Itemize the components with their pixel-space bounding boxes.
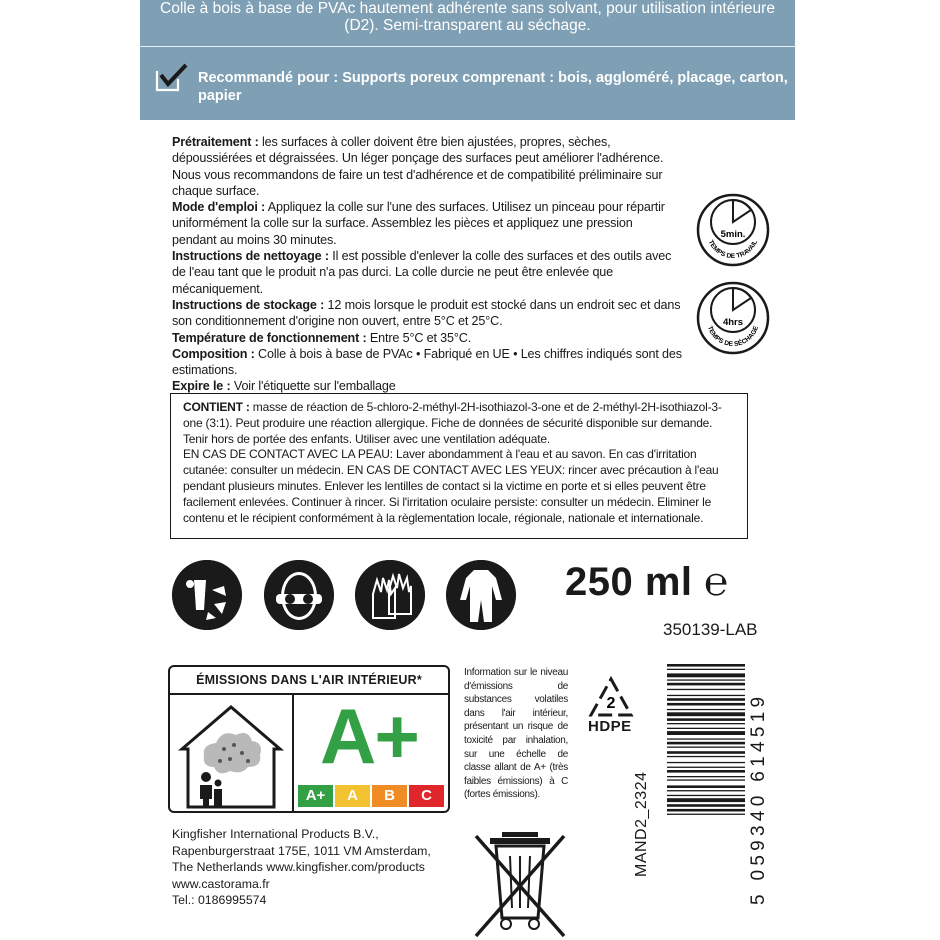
barcode-bar: [667, 751, 745, 754]
barcode-bar: [667, 798, 745, 802]
recycling-material: HDPE: [588, 718, 632, 735]
working-time-value: 5min.: [720, 229, 746, 240]
section-pretraitement: Prétraitement : les surfaces à coller doivent être bien ajustées, propres, sèches, dépoussiérées et dégraissées. Un léger ponçage des surfaces peut améliorer l'adhérence. Nous vous recommandons de faire un test d'adhérence et de compatibilité préliminaire sur chaque surface.: [172, 135, 664, 198]
emissions-grade: A+: [320, 692, 418, 780]
section-expire: Expire le : Voir l'étiquette sur l'emballage: [172, 379, 396, 394]
barcode-bar: [667, 723, 745, 724]
section-composition: Composition : Colle à bois à base de PVAc • Fabriqué en UE • Les chiffres indiqués sont des estimations.: [172, 346, 682, 378]
barcode-bar: [667, 770, 745, 773]
barcode-bar: [667, 814, 745, 815]
hazard-box: [170, 393, 748, 539]
recycle-bin-icon: [172, 560, 242, 630]
recycling-number: 2: [606, 695, 616, 712]
drying-time-clock-icon: [695, 280, 771, 356]
scale-a: A: [335, 785, 370, 807]
section-temperature: Température de fonctionnement : Entre 5°C et 35°C.: [172, 330, 472, 345]
instructions: [172, 134, 692, 395]
section-stockage: Instructions de stockage : 12 mois lorsque le produit est stocké dans un endroit sec et dans son conditionnement d'origine non ouvert, entre 5°C et 25°C.: [172, 297, 681, 329]
first-aid-text: EN CAS DE CONTACT AVEC LA PEAU: Laver abondamment à l'eau et au savon. En cas d'irritation cutanée: consulter un médecin. EN CAS DE CONTACT AVEC LES YEUX: rincer avec précaution à l'eau pendant plusieurs minutes. Enlever les lentilles de contact si la victime en porte et si elles peuvent être facilement enlevées. Continuer à rincer. Si l'irritation oculaire persiste: consulter un médecin. Eliminer le contenu et le récipient conformément à la règlementation locale, régionale, nationale et internationale.: [183, 447, 719, 525]
barcode-bar: [667, 703, 745, 706]
drying-time-value: 4hrs: [722, 317, 744, 328]
barcode-bar: [667, 795, 745, 796]
barcode-number: 5 059340 614519: [748, 692, 769, 905]
working-time-clock-icon: [695, 192, 771, 268]
barcode-bar: [667, 779, 745, 780]
drying-time-caption: TEMPS DE SÉCHAGE: [705, 325, 761, 349]
emissions-scale: [298, 785, 444, 807]
company-line: www.castorama.fr: [172, 876, 270, 891]
scale-b: B: [372, 785, 407, 807]
contient-text: CONTIENT : masse de réaction de 5-chloro-2-méthyl-2H-isothiazol-3-one et de 2-méthyl-2H-isothiazol-3-one (3:1). Peut produire une réaction allergique. Fiche de données de sécurité disponible sur demande. Tenir hors de portée des enfants. Utiliser avec une ventilation adéquate.: [183, 400, 722, 446]
barcode-bar: [667, 756, 745, 757]
barcode-bar: [667, 742, 745, 745]
barcode-bar: [667, 747, 745, 748]
gloves-icon: [355, 560, 425, 630]
emissions-vertical-divider: [292, 693, 294, 811]
crossed-bin-icon: [470, 828, 570, 940]
barcode-bar: [667, 731, 745, 735]
scale-a-plus: A+: [298, 785, 333, 807]
section-mode-emploi: Mode d'emploi : Appliquez la colle sur l'une des surfaces. Utilisez un pinceau pour répartir uniformément la colle sur la surface. Assemblez les pièces et appliquez une pression pendant au moins 30 minutes.: [172, 200, 665, 247]
company-line: Rapenburgerstraat 175E, 1011 VM Amsterdam,: [172, 843, 431, 858]
scale-c: C: [409, 785, 444, 807]
barcode-bar: [667, 664, 745, 667]
barcode-bar: [667, 683, 745, 686]
barcode-bar: [667, 776, 745, 777]
emissions-box: [168, 665, 450, 813]
coverall-icon: [446, 560, 516, 630]
barcode-bar: [667, 712, 745, 716]
checkmark-icon: [154, 62, 188, 94]
barcode-bar: [667, 669, 745, 670]
house-icon: [176, 699, 286, 809]
barcode-bar: [667, 762, 745, 763]
volume: 250 ml ℮: [565, 560, 729, 604]
label-header: [140, 0, 795, 120]
safety-goggles-icon: [264, 560, 334, 630]
barcode-bar: [667, 790, 745, 791]
section-nettoyage: Instructions de nettoyage : Il est possible d'enlever la colle des surfaces et des outils avec de l'eau tant que le produit n'a pas durci. La colle durcie ne peut être enlevée que mécaniquement.: [172, 249, 672, 296]
recommended-for: Recommandé pour : Supports poreux comprenant : bois, aggloméré, placage, carton, papier: [198, 70, 788, 104]
barcode-bar: [667, 679, 745, 680]
company-line: Tel.: 0186995574: [172, 893, 267, 908]
working-time-caption: TEMPS DE TRAVAIL: [706, 239, 760, 261]
product-label: [140, 0, 795, 940]
svg-text:TEMPS DE SÉCHAGE: [706, 325, 760, 349]
company-info: [172, 826, 431, 909]
product-description: Colle à bois à base de PVAc hautement adhérente sans solvant, pour utilisation intérieure (D2). Semi-transparent au séchage.: [160, 0, 775, 34]
barcode-bar: [667, 709, 745, 710]
barcode-bar: [667, 718, 745, 721]
emissions-info: Information sur le niveau d'émissions de substances volatiles dans l'air intérieur, présentant un risque de toxicité par inhalation, sur une échelle de classe allant de A+ (très faibles émissions) à C (fortes émissions).: [464, 667, 568, 801]
barcode-bar: [667, 738, 745, 739]
barcode-bar: [667, 804, 745, 807]
company-line: Kingfisher International Products B.V.,: [172, 827, 379, 841]
barcode-bar: [667, 809, 745, 812]
barcode-bar: [667, 689, 745, 690]
barcode-bar: [667, 695, 745, 696]
lab-code: 350139-LAB: [663, 620, 758, 639]
header-divider: [140, 46, 795, 47]
company-line: The Netherlands www.kingfisher.com/products: [172, 860, 425, 875]
barcode-bar: [667, 698, 745, 701]
barcode-bar: [667, 673, 745, 677]
svg-text:TEMPS DE TRAVAIL: [707, 239, 759, 260]
barcode-bar: [667, 767, 745, 768]
barcode-bar: [667, 728, 745, 729]
barcode-bar: [667, 785, 745, 788]
batch-code: MAND2_2324: [633, 771, 650, 877]
emissions-title: ÉMISSIONS DANS L'AIR INTÉRIEUR*: [196, 673, 422, 687]
